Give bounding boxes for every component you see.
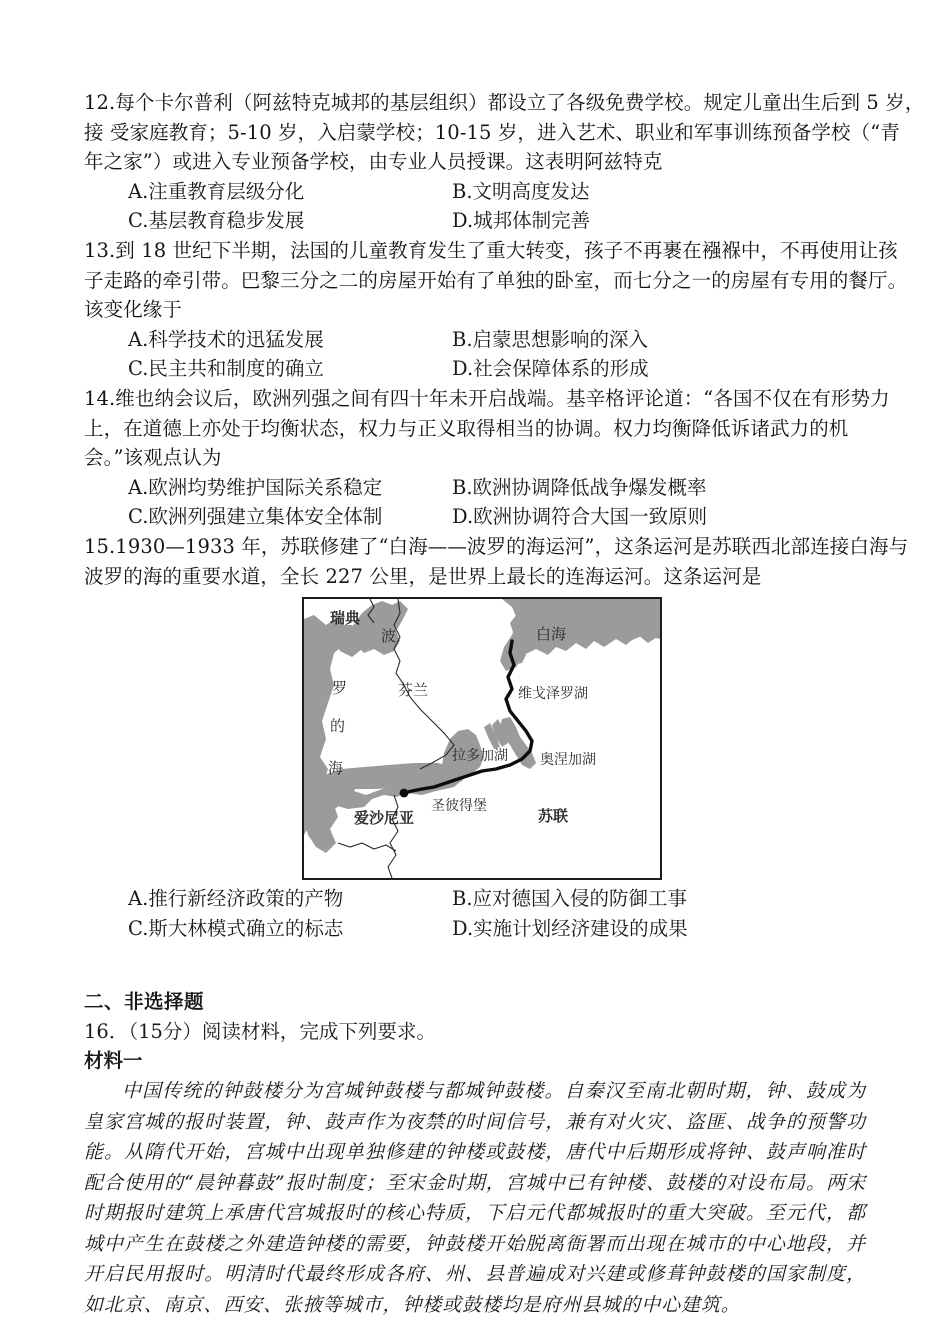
material-1-text: 中国传统的钟鼓楼分为宫城钟鼓楼与都城钟鼓楼。自秦汉至南北朝时期，钟、鼓成为皇家宫城的报时装置，钟、鼓声作为夜禁的时间信号，兼有对火灾、盗匪、战争的预警功能。从隋代开始，宫城中出现单独修建的钟楼或鼓楼，唐代中后期形成将钟、鼓声响准时配合使用的“晨钟暮鼓”报时制度；至宋金时期，宫城中已有钟楼、鼓楼的对设布局。两宋时期报时建筑上承唐代宫城报时的核心特质，下启元代都城报时的重大突破。至元代，都城中产生在鼓楼之外建造钟楼的需要，钟鼓楼开始脱离衙署而出现在城市的中心地段，并开启民用报时。明清时代最终形成各府、州、县普遍成对兴建或修葺钟鼓楼的国家制度，如北京、南京、西安、张掖等城市，钟楼或鼓楼均是府州县城的中心建筑。 (84, 1080, 866, 1316)
map-label-soviet-union: 苏联 (538, 807, 569, 826)
question-13-option-d[interactable]: D.社会保障体系的形成 (452, 357, 649, 381)
map-figure-white-sea-baltic-canal (302, 597, 662, 880)
map-label-estonia: 爱沙尼亚 (354, 809, 415, 828)
question-13-stem-line-3: 该变化缘于 (84, 298, 183, 322)
question-15-option-d[interactable]: D.实施计划经济建设的成果 (452, 916, 688, 940)
section-spacer (84, 943, 866, 987)
question-14 (84, 384, 890, 532)
page-content (84, 88, 925, 1320)
question-15-option-c[interactable]: C.斯大林模式确立的标志 (128, 916, 344, 940)
question-13-option-row-1 (84, 325, 866, 355)
map-label-luo: 罗 (332, 679, 348, 698)
question-14-option-row-1 (84, 473, 866, 503)
question-12-option-d[interactable]: D.城邦体制完善 (452, 209, 591, 233)
question-12 (84, 88, 925, 236)
question-15-stem-line-2: 波罗的海的重要水道，全长 227 公里，是世界上最长的连海运河。这条运河是 (84, 564, 762, 588)
question-13 (84, 236, 908, 384)
question-15-option-row-1 (84, 884, 866, 914)
question-12-option-a[interactable]: A.注重教育层级分化 (128, 179, 305, 203)
question-12-option-b[interactable]: B.文明高度发达 (452, 179, 590, 203)
question-15 (84, 532, 909, 943)
question-12-option-row-2 (84, 206, 866, 236)
question-14-stem-line-2: 上，在道德上亦处于均衡状态，权力与正义取得相当的协调。权力均衡降低诉诸武力的机 (84, 416, 849, 440)
question-12-stem-line-1: 12.每个卡尔普利（阿兹特克城邦的基层组织）都设立了各级免费学校。规定儿童出生后到 5 岁， (84, 91, 925, 114)
question-13-option-row-2 (84, 354, 866, 384)
map-label-hai: 海 (328, 759, 344, 778)
map-label-saint-petersburg: 圣彼得堡 (431, 798, 487, 815)
question-12-option-c[interactable]: C.基层教育稳步发展 (128, 209, 305, 233)
question-12-stem-line-2: 接 受家庭教育；5-10 岁，入启蒙学校；10-15 岁，进入艺术、职业和军事训练预备学校（“青 (84, 120, 900, 144)
question-13-stem-line-2: 子走路的牵引带。巴黎三分之二的房屋开始有了单独的卧室，而七分之一的房屋有专用的餐厅。 (84, 268, 908, 292)
question-13-option-b[interactable]: B.启蒙思想影响的深入 (452, 327, 649, 351)
question-12-stem-line-3: 年之家”）或进入专业预备学校，由专业人员授课。这表明阿兹特克 (84, 150, 663, 174)
question-14-option-row-2 (84, 502, 866, 532)
question-13-stem-line-1: 13.到 18 世纪下半期，法国的儿童教育发生了重大转变，孩子不再裹在襁褓中，不再使用让孩 (84, 238, 898, 262)
question-15-option-b[interactable]: B.应对德国入侵的防御工事 (452, 887, 688, 911)
question-14-option-b[interactable]: B.欧洲协调降低战争爆发概率 (452, 475, 707, 499)
question-14-option-a[interactable]: A.欧洲均势维护国际关系稳定 (128, 475, 383, 499)
section-2-heading: 二、非选择题 (84, 990, 205, 1014)
map-label-sweden: 瑞典 (330, 609, 361, 628)
question-15-stem-line-1: 15.1930—1933 年，苏联修建了“白海——波罗的海运河”，这条运河是苏联西北部连接白海与 (84, 534, 909, 558)
section-2 (84, 987, 866, 1320)
map-label-white-sea: 白海 (536, 625, 567, 644)
map-label-bo: 波 (381, 627, 397, 646)
map-label-de: 的 (330, 717, 346, 736)
question-14-stem-line-3: 会。”该观点认为 (84, 446, 222, 470)
map-label-lake-ladoga: 拉多加湖 (452, 748, 508, 765)
question-13-option-c[interactable]: C.民主共和制度的确立 (128, 357, 324, 381)
question-14-option-c[interactable]: C.欧洲列强建立集体安全体制 (128, 505, 383, 529)
saint-petersburg-marker (400, 789, 409, 798)
question-14-option-d[interactable]: D.欧洲协调符合大国一致原则 (452, 505, 708, 529)
map-label-lake-onega: 奥涅加湖 (540, 752, 596, 769)
question-16-line: 16．（15分）阅读材料，完成下列要求。 (84, 1019, 436, 1043)
map-label-finland: 芬兰 (398, 681, 429, 700)
question-15-option-row-2 (84, 914, 866, 944)
map-svg (304, 599, 660, 878)
question-14-stem-line-1: 14.维也纳会议后，欧洲列强之间有四十年未开启战端。基辛格评论道：“各国不仅在有形势力 (84, 386, 890, 410)
material-1-heading: 材料一 (84, 1049, 143, 1073)
question-15-option-a[interactable]: A.推行新经济政策的产物 (128, 887, 344, 911)
question-12-option-row-1 (84, 177, 866, 207)
map-label-lake-vygozero: 维戈泽罗湖 (518, 686, 588, 703)
question-13-option-a[interactable]: A.科学技术的迅猛发展 (128, 327, 324, 351)
